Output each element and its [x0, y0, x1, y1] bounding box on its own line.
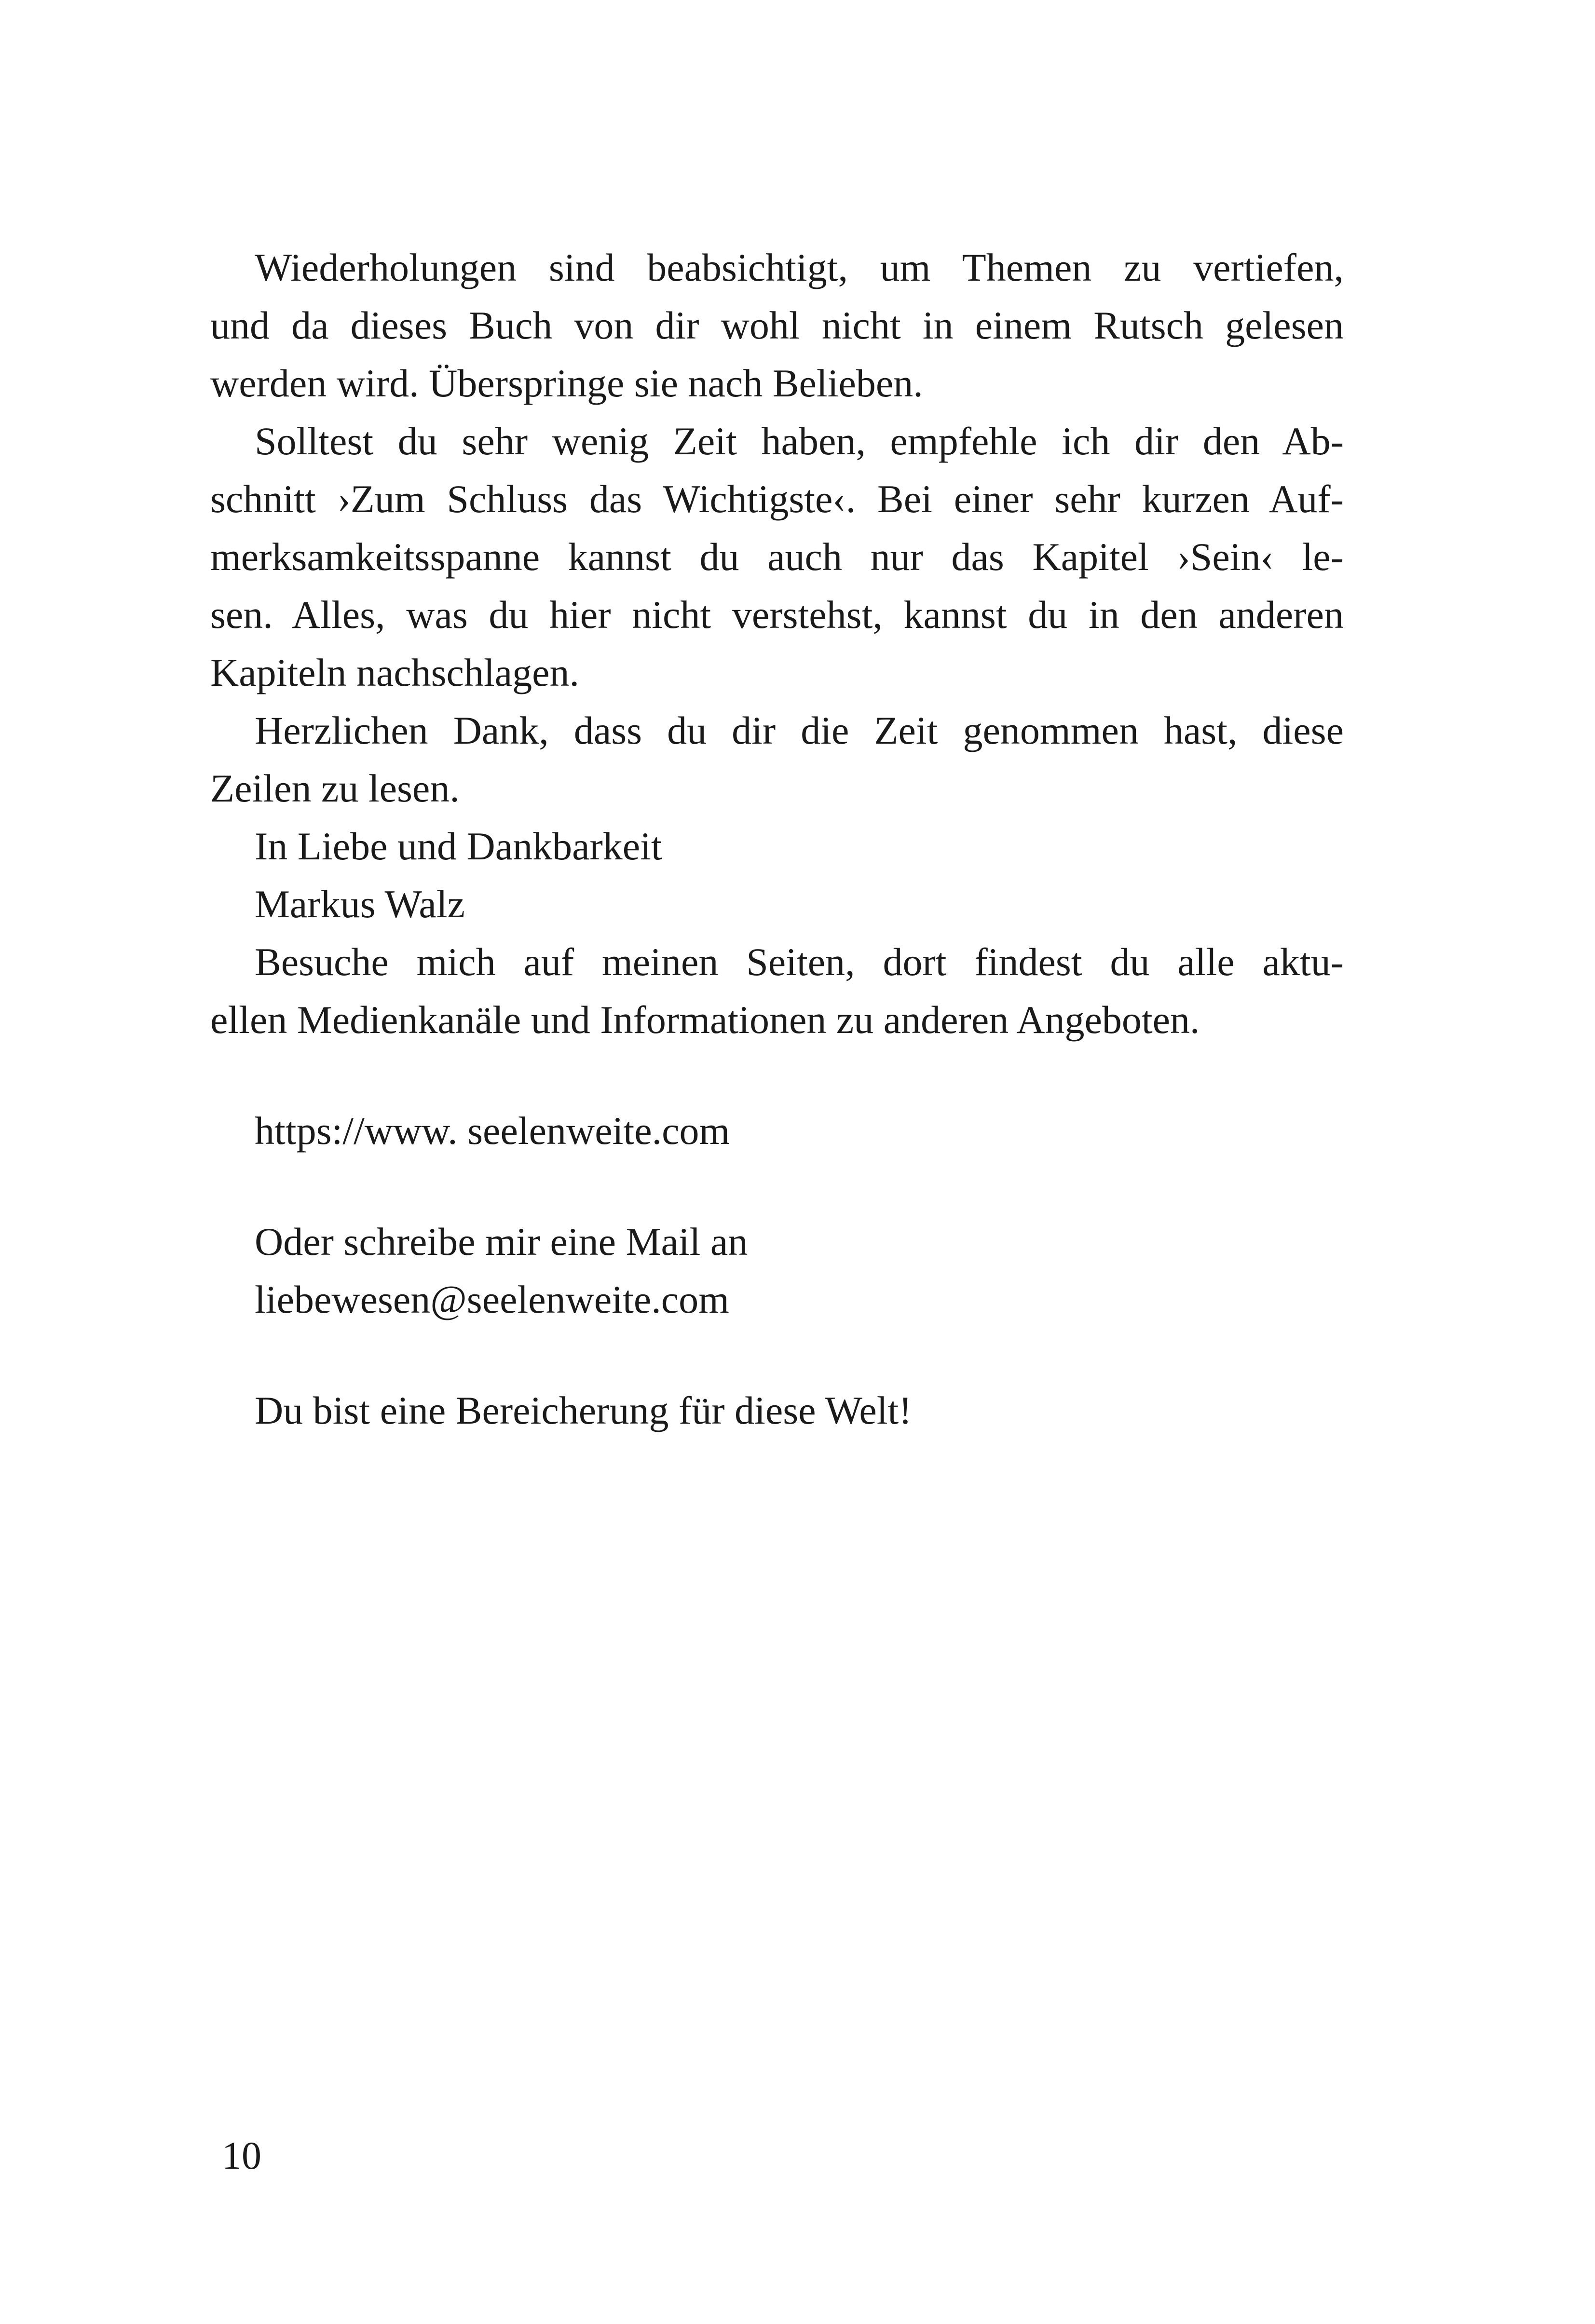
- paragraph-line: Zeilen zu lesen.: [210, 766, 460, 810]
- paragraph-line: und da dieses Buch von dir wohl nicht in einem Rutsch gelesen: [210, 303, 1344, 347]
- email-link[interactable]: liebewesen@seelenweite.com: [255, 1278, 729, 1321]
- paragraph-line: ellen Medienkanäle und Informationen zu anderen Angeboten.: [210, 998, 1200, 1042]
- final-line: Du bist eine Bereicherung für diese Welt!: [255, 1388, 912, 1432]
- page-number: 10: [222, 2134, 261, 2177]
- paragraph-line: sen. Alles, was du hier nicht verstehst, kannst du in den anderen: [210, 593, 1344, 637]
- closing-line: In Liebe und Dankbarkeit: [255, 824, 662, 868]
- blank-line: [210, 1160, 1344, 1213]
- paragraph-line: Kapiteln nachschlagen.: [210, 651, 580, 694]
- paragraph-line: werden wird. Überspringe sie nach Belieben.: [210, 361, 923, 405]
- paragraph-line: schnitt ›Zum Schluss das Wichtigste‹. Bei einer sehr kurzen Auf-: [210, 477, 1344, 521]
- paragraph-line: merksamkeitsspanne kannst du auch nur das Kapitel ›Sein‹ le-: [210, 535, 1344, 579]
- blank-line: [210, 1049, 1344, 1102]
- paragraph-line: Besuche mich auf meinen Seiten, dort findest du alle aktu-: [255, 940, 1344, 984]
- body-text: [210, 239, 1344, 1440]
- mail-intro: Oder schreibe mir eine Mail an: [255, 1220, 748, 1264]
- website-link[interactable]: https://www. seelenweite.com: [255, 1109, 730, 1153]
- blank-line: [210, 1329, 1344, 1382]
- paragraph-line: Herzlichen Dank, dass du dir die Zeit genommen hast, diese: [255, 708, 1344, 752]
- author-name: Markus Walz: [255, 882, 465, 926]
- paragraph-line: Wiederholungen sind beabsichtigt, um Themen zu vertiefen,: [255, 245, 1344, 289]
- paragraph-line: Solltest du sehr wenig Zeit haben, empfehle ich dir den Ab-: [255, 419, 1344, 463]
